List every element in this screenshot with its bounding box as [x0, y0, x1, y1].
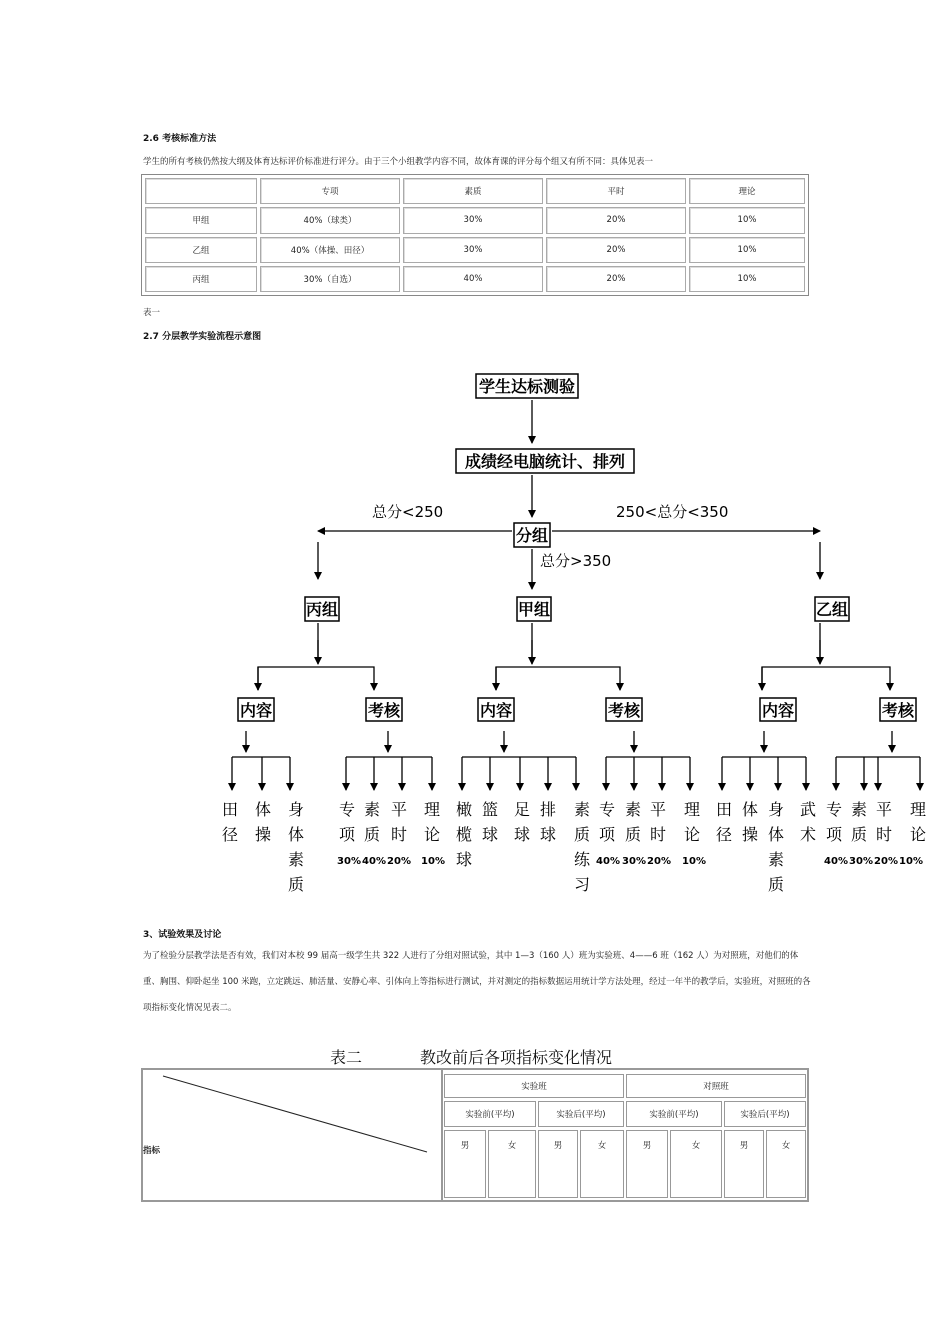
leaf-yi-c0-b: 径: [715, 825, 733, 844]
flow-label-left: 总分<250: [372, 503, 444, 521]
leaf-bing-a2-b: 时: [390, 825, 408, 844]
leaf-jia-c1-a: 篮: [481, 800, 499, 819]
pct-bing-3: 10%: [421, 856, 445, 867]
leaf-yi-c3-b: 术: [799, 825, 817, 844]
svg-text:内容: 内容: [239, 701, 273, 720]
pct-bing-2: 20%: [387, 856, 411, 867]
leaf-yi-a2-a: 平: [875, 800, 893, 819]
leaf-jia-a3-b: 论: [683, 825, 701, 844]
leaf-yi-a3-a: 理: [909, 800, 927, 819]
table-two-label: 表二: [330, 1048, 363, 1067]
pct-yi-1: 30%: [849, 856, 873, 867]
table-cell: 10%: [689, 266, 805, 292]
leaf-yi-a3-b: 论: [909, 825, 927, 844]
svg-text:考核: 考核: [607, 701, 641, 720]
leaf-jia-c4-d: 习: [573, 875, 591, 894]
leaf-yi-a1-a: 素: [850, 800, 868, 819]
svg-text:内容: 内容: [479, 701, 513, 720]
leaf-jia-c3-a: 排: [539, 800, 557, 819]
section-heading-3: 3、试验效果及讨论: [143, 930, 222, 940]
leaf-jia-a0-a: 专: [598, 800, 616, 819]
flow-box-group-yi: [815, 597, 849, 621]
leaf-jia-a2-a: 平: [649, 800, 667, 819]
table-one-caption: 表一: [143, 308, 161, 318]
flow-box-stats-label: 成绩经电脑统计、排列: [464, 452, 626, 471]
leaf-bing-a0-b: 项: [338, 825, 356, 844]
pct-bing-1: 40%: [362, 856, 386, 867]
corner-label: 指标: [143, 1146, 161, 1156]
flow-box-bing-content: [238, 698, 274, 721]
flow-box-test: [476, 374, 578, 398]
table-two-title: 教改前后各项指标变化情况: [420, 1048, 613, 1067]
cell-exp-before-female: 女: [488, 1130, 536, 1198]
leaf-jia-c2-a: 足: [513, 800, 531, 819]
leaf-bing-a0-a: 专: [338, 800, 356, 819]
flow-box-bing-assess: [366, 698, 402, 721]
corner-diagonal: [143, 1070, 441, 1200]
table-cell: 20%: [546, 237, 686, 263]
leaf-bing-c0-a: 田: [221, 800, 239, 819]
cell-ctrl-after-female: 女: [766, 1130, 806, 1198]
table-cell: 30%: [403, 237, 543, 263]
leaf-yi-c2-a: 身: [767, 800, 785, 819]
table-cell: 丙组: [145, 266, 257, 292]
cell-ctrl-before-female: 女: [670, 1130, 722, 1198]
leaf-bing-c0-b: 径: [221, 825, 239, 844]
flow-leaves: [222, 800, 926, 894]
flow-box-stats: [456, 449, 634, 473]
leaf-bing-c2-b: 体: [287, 825, 305, 844]
leaf-bing-c2-d: 质: [287, 875, 305, 894]
flow-box-yi-content: [760, 698, 796, 721]
leaf-yi-c1-b: 操: [741, 825, 759, 844]
svg-text:内容: 内容: [761, 701, 795, 720]
table-cell: 专项: [260, 178, 400, 204]
leaf-jia-a2-b: 时: [649, 825, 667, 844]
pct-yi-2: 20%: [874, 856, 898, 867]
section-heading-2-7: 2.7 分层教学实验流程示意图: [143, 332, 262, 342]
flow-box-group-jia: [517, 597, 551, 621]
svg-text:考核: 考核: [881, 701, 915, 720]
pct-jia-1: 30%: [622, 856, 646, 867]
leaf-jia-c4-b: 质: [573, 825, 591, 844]
section-3-paragraph: 为了检验分层教学法是否有效，我们对本校 99 届高一级学生共 322 人进行了分组对照试验，其中 1—3（160 人）班为实验班、4——6 班（162 人）为对照班，对他们的体重、胸围、仰卧起坐 100 米跑，立定跳远、肺活量、安静心率、引体向上等指标进行测试，并对测定的指标数据运用统计学方法处理，经过一年半的教学后，实验班，对照班的各项指标变化情况见表二。: [143, 951, 811, 1013]
leaf-jia-a0-b: 项: [598, 825, 616, 844]
leaf-jia-a1-a: 素: [624, 800, 642, 819]
leaf-yi-a0-a: 专: [825, 800, 843, 819]
table-cell: 20%: [546, 266, 686, 292]
leaf-yi-c2-b: 体: [767, 825, 785, 844]
leaf-jia-c0-c: 球: [455, 850, 473, 869]
table-cell: 素质: [403, 178, 543, 204]
cell-exp-after-female: 女: [580, 1130, 624, 1198]
table-cell: 40%（体操、田径）: [260, 237, 400, 263]
flow-group-yi-label: 乙组: [815, 600, 849, 619]
flow-group-bing-label: 丙组: [305, 600, 339, 619]
cell-ctrl-before-male: 男: [626, 1130, 668, 1198]
leaf-yi-a1-b: 质: [850, 825, 868, 844]
cell-exp-after-male: 男: [538, 1130, 578, 1198]
table-cell: 乙组: [145, 237, 257, 263]
leaf-yi-a2-b: 时: [875, 825, 893, 844]
svg-text:考核: 考核: [367, 701, 401, 720]
leaf-bing-c2-a: 身: [287, 800, 305, 819]
header-ctrl-class: 对照班: [626, 1074, 806, 1098]
leaf-jia-c4-c: 练: [573, 850, 591, 869]
leaf-bing-a2-a: 平: [390, 800, 408, 819]
header-exp-before: 实验前(平均): [444, 1101, 536, 1127]
flow-label-mid: 总分>350: [540, 552, 612, 570]
leaf-bing-c2-c: 素: [287, 850, 305, 869]
table-cell: 平时: [546, 178, 686, 204]
table-cell: 40%: [403, 266, 543, 292]
leaf-jia-c0-a: 橄: [455, 800, 473, 819]
pct-bing-0: 30%: [337, 856, 361, 867]
leaf-jia-c4-a: 素: [573, 800, 591, 819]
table-cell: 30%（自选）: [260, 266, 400, 292]
leaf-yi-c2-c: 素: [767, 850, 785, 869]
leaf-bing-c1-b: 操: [254, 825, 272, 844]
flow-box-split-label: 分组: [515, 526, 549, 545]
table-cell: 30%: [403, 207, 543, 233]
leaf-jia-c3-b: 球: [539, 825, 557, 844]
leaf-jia-a3-a: 理: [683, 800, 701, 819]
header-exp-class: 实验班: [444, 1074, 624, 1098]
leaf-jia-c2-b: 球: [513, 825, 531, 844]
leaf-yi-c2-d: 质: [767, 875, 785, 894]
pct-yi-3: 10%: [899, 856, 923, 867]
leaf-bing-a1-a: 素: [363, 800, 381, 819]
pct-jia-3: 10%: [682, 856, 706, 867]
table-cell: 理论: [689, 178, 805, 204]
flow-group-jia-label: 甲组: [517, 600, 551, 619]
pct-yi-0: 40%: [824, 856, 848, 867]
leaf-jia-c0-b: 榄: [455, 825, 473, 844]
table-cell: 40%（球类）: [260, 207, 400, 233]
pct-jia-2: 20%: [647, 856, 671, 867]
pct-jia-0: 40%: [596, 856, 620, 867]
flow-box-split: [514, 523, 550, 547]
table-cell: 10%: [689, 237, 805, 263]
table-cell: 甲组: [145, 207, 257, 233]
header-ctrl-after: 实验后(平均): [724, 1101, 806, 1127]
flow-box-jia-assess: [606, 698, 642, 721]
flow-box-jia-content: [478, 698, 514, 721]
leaf-bing-a3-a: 理: [423, 800, 441, 819]
leaf-yi-c0-a: 田: [715, 800, 733, 819]
leaf-yi-a0-b: 项: [825, 825, 843, 844]
flow-box-yi-assess: [880, 698, 916, 721]
leaf-bing-a3-b: 论: [423, 825, 441, 844]
table-corner: [143, 1070, 441, 1200]
leaf-yi-c1-a: 体: [741, 800, 759, 819]
leaf-yi-c3-a: 武: [799, 800, 817, 819]
cell-exp-before-male: 男: [444, 1130, 486, 1198]
flow-label-right: 250<总分<350: [616, 503, 729, 521]
divider: [441, 1070, 443, 1200]
table-two: [141, 1068, 809, 1202]
header-exp-after: 实验后(平均): [538, 1101, 624, 1127]
section-2-6-paragraph: 学生的所有考核仍然按大纲及体育达标评价标准进行评分。由于三个小组教学内容不同，故体育课的评分每个组又有所不同：具体见表一: [143, 157, 654, 167]
section-heading-2-6: 2.6 考核标准方法: [143, 134, 217, 144]
leaf-jia-a1-b: 质: [624, 825, 642, 844]
header-ctrl-before: 实验前(平均): [626, 1101, 722, 1127]
leaf-bing-a1-b: 质: [363, 825, 381, 844]
table-cell: 10%: [689, 207, 805, 233]
flow-box-test-label: 学生达标测验: [478, 377, 576, 396]
table-cell: 20%: [546, 207, 686, 233]
leaf-bing-c1-a: 体: [254, 800, 272, 819]
flow-box-group-bing: [305, 597, 339, 621]
leaf-jia-c1-b: 球: [481, 825, 499, 844]
cell-ctrl-after-male: 男: [724, 1130, 764, 1198]
